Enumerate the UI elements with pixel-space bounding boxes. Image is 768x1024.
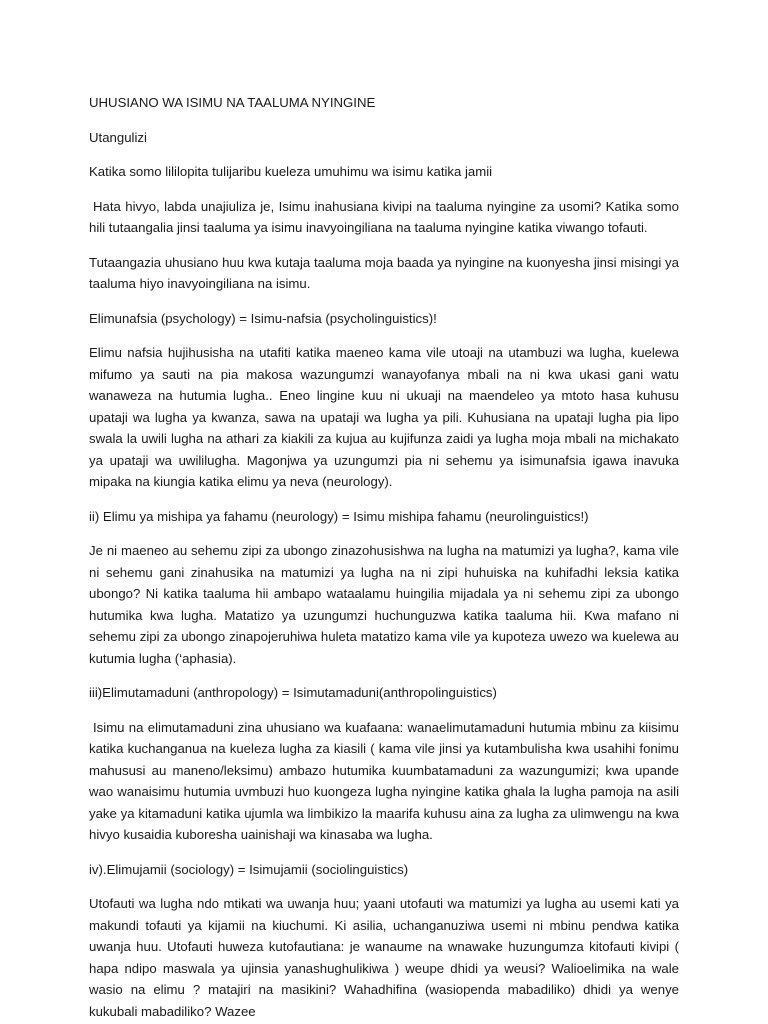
section-heading-neurology: ii) Elimu ya mishipa ya fahamu (neurology) = Isimu mishipa fahamu (neurolinguistics!) [89, 508, 589, 524]
paragraph-intro-3: Tutaangazia uhusiano huu kwa kutaja taaluma moja baada ya nyingine na kuonyesha jinsi misingi ya taaluma hiyo inavyoingiliana na isimu. [89, 254, 679, 291]
section-heading-psychology: Elimunafsia (psychology) = Isimu-nafsia (psycholinguistics)! [89, 310, 437, 326]
section-heading-intro: Utangulizi [89, 129, 147, 145]
section-heading-sociology: iv).Elimujamii (sociology) = Isimujamii (sociolinguistics) [89, 861, 409, 877]
section-heading-anthropology: iii)Elimutamaduni (anthropology) = Isimutamaduni(anthropolinguistics) [89, 685, 497, 700]
paragraph-psychology: Elimu nafsia hujihusisha na utafiti katika maeneo kama vile utoaji na utambuzi wa lugha, kuelewa mifumo ya sauti na pia makosa wazungumzi wanayofanya mbali na ni kwa ukasi gani watu wanaweza na hutumia lugha.. Eneo lingine kuu ni ukuaji na maendeleo ya mtoto hasa kuhusu upataji wa lugha ya kwanza, sawa na upataji wa lugha ya pili. Kuhusiana na upataji lugha pia lipo swala la uwili lugha na athari za kiakili za kujua au kujifunza zaidi ya lugha moja mbali na michakato ya upataji wa uwililugha. Magonjwa ya uzungumzi pia ni sehemu ya isimunafsia igawa inavuka mipaka na kiungia katika elimu ya neva (neurology). [89, 345, 679, 489]
paragraph-sociology: Utofauti wa lugha ndo mtikati wa uwanja huu; yaani utofauti wa matumizi ya lugha au usemi kati ya makundi tofauti ya kijamii na kiuchumi. Ki asilia, uchanganuziwa usemi ni mbinu pendwa katika uwanja huu. Utofauti huweza kutofautiana: je wanaume na wnawake huzungumza kitofauti kivipi ( hapa ndipo maswala ya ujinsia yanashughulikiwa ) weupe dhidi ya weusi? Walioelimika na wale wasio na elimu ? matajiri na masikini? Wahadhifina (wasiopenda mabadiliko) dhidi ya wenye kukubali mabadiliko? Wazee [89, 896, 679, 1019]
document-title: UHUSIANO WA ISIMU NA TAALUMA NYINGINE [89, 95, 376, 110]
document-page [89, 92, 679, 1022]
paragraph-neurology: Je ni maeneo au sehemu zipi za ubongo zinazohusishwa na lugha na matumizi ya lugha?, kama vile ni sehemu gani zinahusika na matumizi ya lugha na ni zipi huhuiska na kuhifadhi leksia katika ubongo? Ni katika taaluma hii ambapo wataalamu huingilia mijadala ya ni sehemu zipi za ubongo hutumika kwa lugha. Matatizo ya uzungumzi huchunguzwa katika taaluma hii. Kwa mafano ni sehemu zipi za ubongo zinapojeruhiwa huleta matatizo kama vile ya kupoteza uwezo wa kuelewa au kutumia lugha (‘aphasia). [89, 543, 679, 666]
paragraph-anthropology: Isimu na elimutamaduni zina uhusiano wa kuafaana: wanaelimutamaduni hutumia mbinu za kiisimu katika kuchanganua na kueleza lugha za kiasili ( kama vile jinsi ya kutambulisha kwa usahihi fonimu mahususi au maneno/leksimu) ambazo hutumika kuumbatamaduni za wazungumizi; kwa upande wao wanaisimu hutumia uvmbuzi huo kuongeza lugha nyingine katika ghala la lugha pamoja na asili yake ya kitamaduni katika ujumla wa limbikizo la maarifa kuhusu aina za lugha za ulimwengu na kwa hivyo kusaidia kuboresha uainishaji wa kinasaba wa lugha. [89, 719, 679, 842]
paragraph-intro-1: Katika somo lililopita tulijaribu kueleza umuhimu wa isimu katika jamii [89, 164, 493, 179]
paragraph-intro-2: Hata hivyo, labda unajiuliza je, Isimu inahusiana kivipi na taaluma nyingine za usomi? Katika somo hili tutaangalia jinsi taaluma ya isimu inavyoingiliana na taaluma nyingine katika viwango tofauti. [89, 198, 679, 235]
